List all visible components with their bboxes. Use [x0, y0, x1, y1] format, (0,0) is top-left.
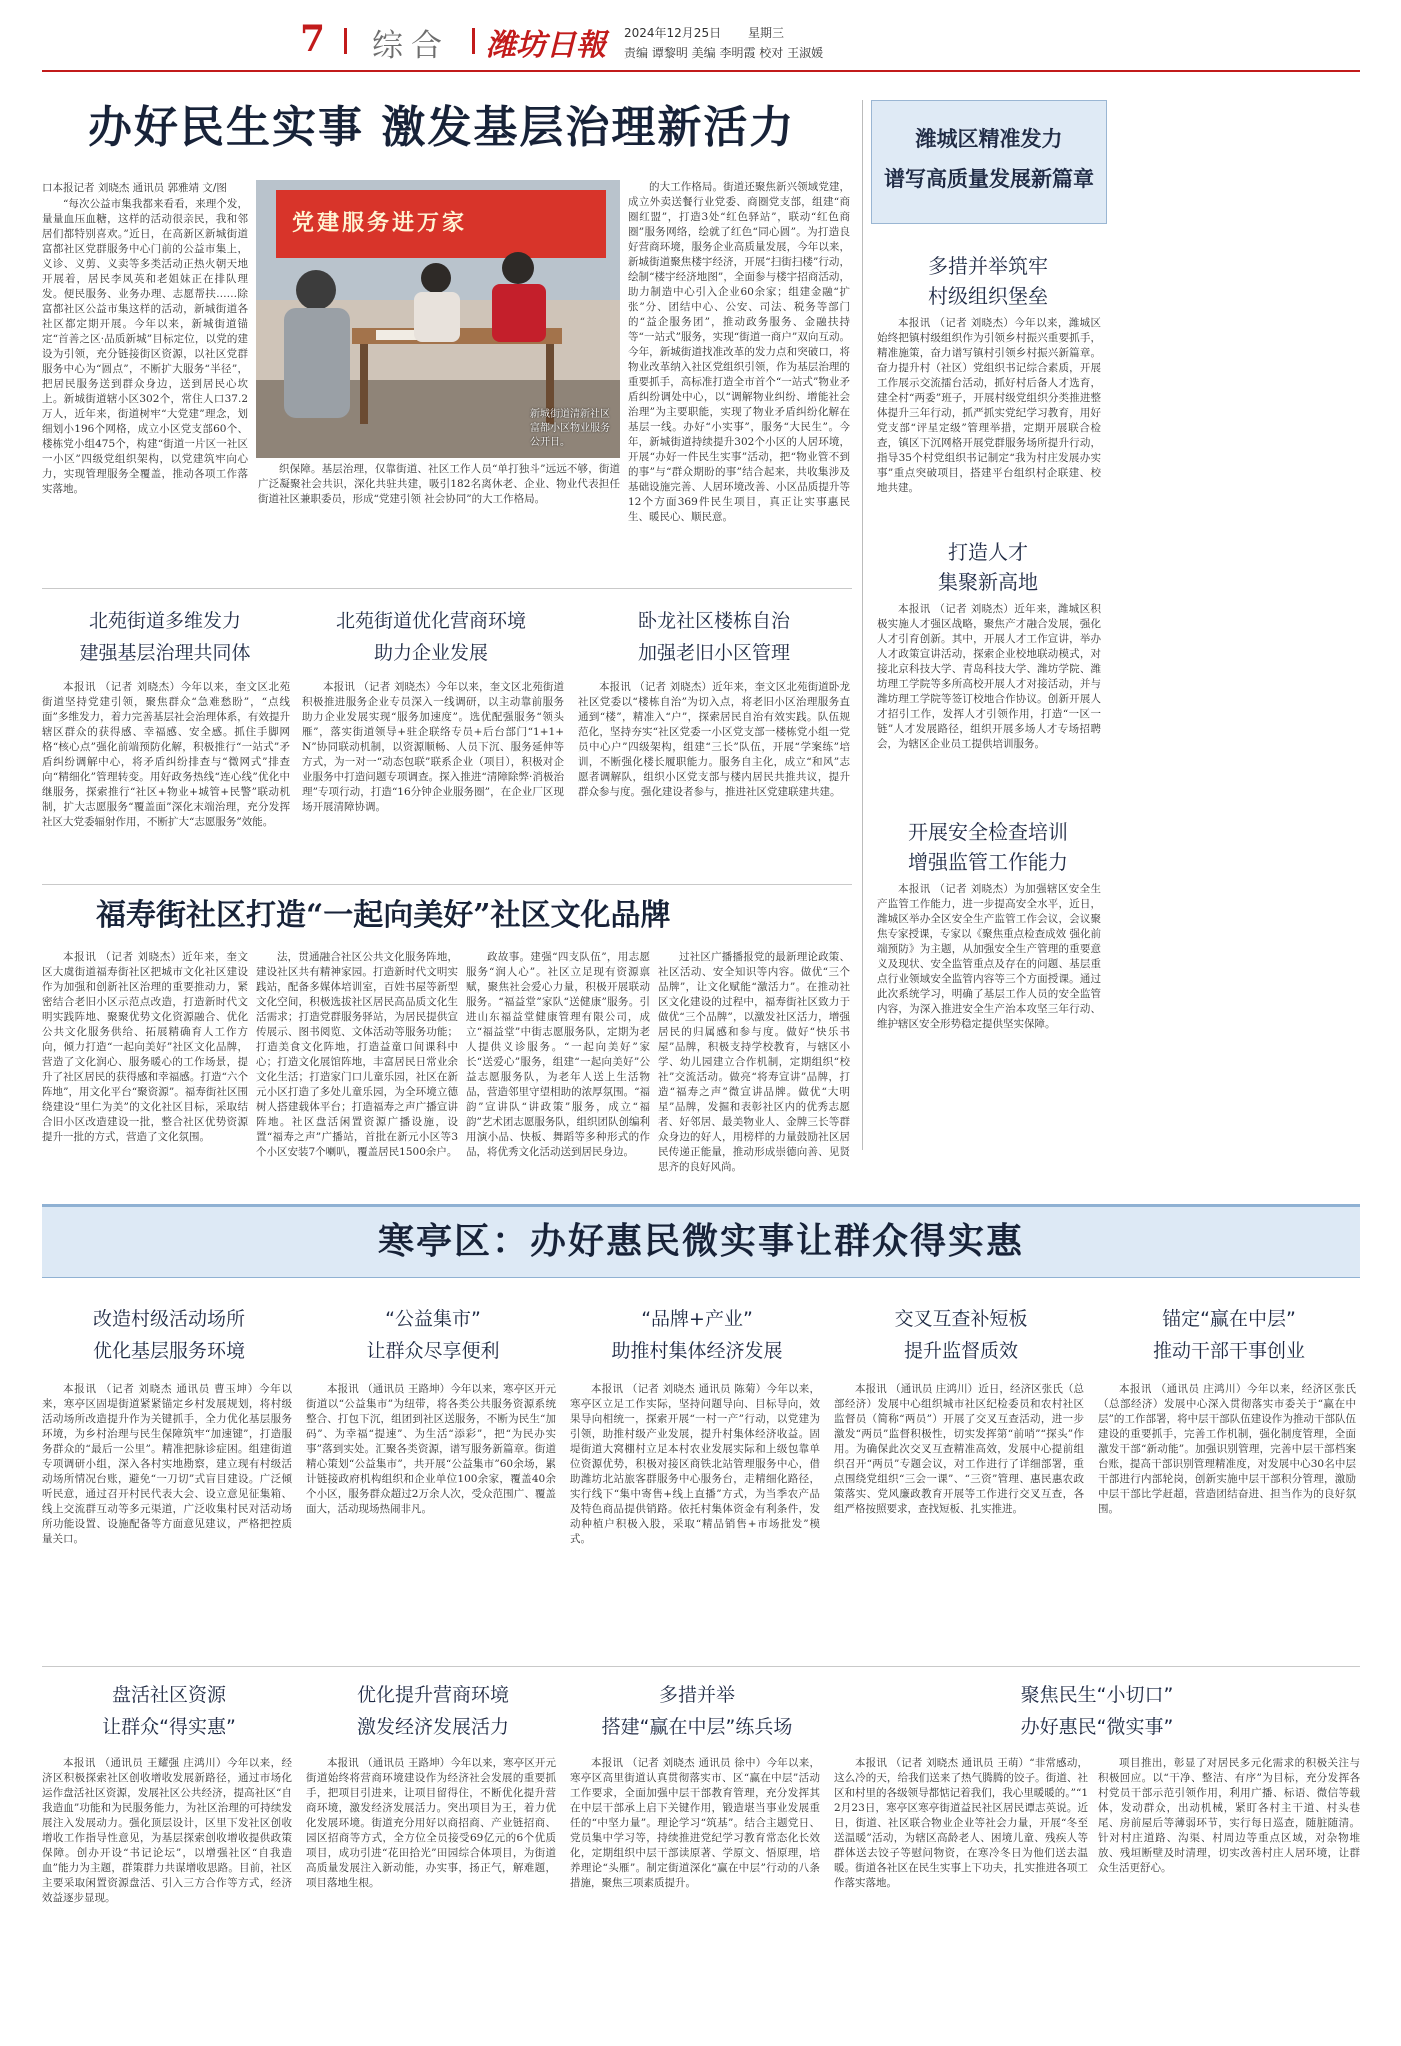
hanting-article-wide — [834, 1672, 1360, 2040]
lead-article-col1: “每次公益市集我都来看看，来理个发，量量血压血糖，这样的活动很亲民，我和邻居们都特别喜欢。”近日，在高新区新城街道富都社区党群服务中心门前的公益市集上，义诊、义剪、义卖等多类活动正热火朝天地开展着，居民李凤英和老姐妹正在排队理发。便民服务、业务办理、志愿帮扶……除富都社区公益市集这样的活动，新城街道各社区都定期开展。今年以来，新城街道锚定“首善之区·品质新城”目标定位，以党的建设为引领，充分链接街区资源，以社区党群服务中心为“圆点”，不断扩大服务“半径”，把居民服务送到群众身边，送到居民心坎上。新城街道辖小区302个，常住人口37.2万人，近年来，街道树牢“大党建”理念，划细划小196个网格，成立小区党支部60个、楼栋党小组475个，构建“街道一片区一社区一小区”四级党组织架构，以党建筑牢向心力，实现管理服务全覆盖，推动各项工作落实落地。 — [42, 198, 248, 495]
culture-col3: 政故事。建强“四支队伍”，用志愿服务“润人心”。社区立足现有资源禀赋，聚焦社会爱心力量，积极开展联动服务。“福益堂”家队“送健康”服务。引进山东福益堂健康管理有限公司，成立“福益堂”中街志愿服务队，定期为老人提供义诊服务。“一起向美好”家长“送爱心”服务，组建“一起向美好”公益志愿服务队，为老年人送上生活物品，营造邻里守望相助的浓厚氛围。“福韵”宣讲队“讲政策”服务，成立“福韵”艺术团志愿服务队，组织团队创编利用演小品、快板、舞蹈等多种形式的作品，将优秀文化活动送到居民身边。 — [466, 951, 650, 1158]
hanting-article — [1098, 1290, 1360, 1660]
article-text: 本报讯 （记者 刘晓杰 通讯员 徐中）今年以来，寒亭区高里街道认真贯彻落实市、区“赢在中层”活动工作要求，全面加强中层干部教育管理，充分发挥其在中层干部承上启下关键作用，锻造堪当事业发展重任的“中坚力量”。理论学习“筑基”。结合主题党日、党员集中学习等，持续推进党纪学习教育常态化长效化，定期组织中层干部读原著、学原文、悟原理，培养理论“头雁”。制定街道深化“赢在中层”行动的八条措施，聚焦三项素质提升。 — [570, 1757, 820, 1889]
hanting-article — [42, 1672, 296, 2040]
section-rule — [42, 884, 852, 885]
article-heading: 推动干部干事创业 — [1152, 1340, 1305, 1362]
article-text: 本报讯 （通讯员 王路坤）今年以来，寒亭区开元街道以“公益集市”为纽带，将各类公共服务资源系统整合、打包下沉，组团到社区送服务，不断为民生“加码”、为幸福“提速”、为生活“添彩”，把“为民办实事”落到实处。汇聚各类资源，谱写服务新篇章。街道精心策划“公益集市”，共开展“公益集市”60余场，累计链接政府机构组织和企业单位100余家，覆盖40余个小区，服务群众超过2万余人次，受众范围广、覆盖面大，活动现场热闹非凡。 — [306, 1383, 556, 1515]
article-text: 本报讯 （记者 刘晓杰 通讯员 曹玉坤）今年以来，寒亭区固堤街道紧紧锚定乡村发展规划，将村级活动场所改造提升作为关键抓手，全力优化基层服务环境，为乡村治理与民生保障筑牢“加速键”，打造服务群众的“最后一公里”。精准把脉诊症困。组建街道专项调研小组，深入各村实地勘察，建立现有村级活动场所情况台账，避免“一刀切”式盲目建设。广泛倾听民意，通过召开村民代表大会、设立意见征集箱、线上交流群互动等多元渠道，广泛收集村民对活动场所功能设置、设施配备等方面意见建议，严格把控质量关口。 — [42, 1383, 292, 1545]
article-text: 本报讯 （记者 刘晓杰 通讯员 陈菊）今年以来，寒亭区立足工作实际，坚持问题导向、目标导向，效果导向相统一，探索开展“一村一产”行动，以党建为引领，助推村级产业发展，提升村集体经济收益。固堤街道大窝棚村立足本村农业发展实际和上级包靠单位资源优势，积极对接区商铁北站管理服务中心，借助潍坊北站旅客群服务中心服务台，走精细化路径，实行线下“集中寄售+线上直播”方式，为当季农产品及特色商品提供销路。依托村集体资金有利条件，发动种植户积极入股，采取“精品销售+市场批发”模式。 — [570, 1383, 820, 1545]
article-heading: “公益集市” — [385, 1308, 481, 1330]
sidebar-title-box — [871, 100, 1107, 224]
page-number: 7 — [300, 18, 326, 60]
sidebar-section-head: 村级组织堡垒 — [928, 284, 1048, 308]
issue-weekday: 星期三 — [748, 26, 785, 40]
article-heading: 多措并举 — [658, 1684, 735, 1706]
article-heading: 激发经济发展活力 — [356, 1716, 509, 1738]
divider-bar — [472, 28, 475, 54]
hanting-article — [306, 1290, 560, 1660]
article-heading: 让群众尽享便利 — [366, 1340, 500, 1362]
sidebar-section-head: 打造人才 — [948, 540, 1028, 564]
article-heading: 锚定“赢在中层” — [1162, 1308, 1296, 1330]
article-text: 本报讯 （记者 刘晓杰 通讯员 王萌）“非常感动，这么冷的天，给我们送来了热气腾腾的饺子。街道、社区和村里的各级领导都惦记着我们，我心里暖暖的。”“12月23日，寒亭区寒亭街道益民社区居民谭志英说。近日，街道、社区联合物业企业等社会力量，开展“冬至送温暖”活动，为辖区高龄老人、困境儿童、残疾人等群体送去饺子等慰问物资，在寒冷冬日为他们送去温暖。街道各社区在民生实事上下功夫，扎实推进各项工作落实落地。 — [834, 1757, 1088, 1889]
section-rule — [42, 1666, 1360, 1667]
article-heading: 卧龙社区楼栋自治 — [637, 610, 790, 632]
sidebar-section-text: 本报讯 （记者 刘晓杰）为加强辖区安全生产监管工作能力，进一步提高安全水平，近日，潍城区举办全区安全生产监管工作会议，会议聚焦专家授课，专家以《聚焦重点检查成效 强化前端预防》为主题，从加强安全生产管理的重要意义及现状、安全监管重点及存在的问题、基层重点行业领域安全监管内容等三个方面授课。通过此次系统学习，明确了基层工作人员的安全监管内容，为深入推进安全生产治本攻坚三年行动、维护辖区安全形势稳定提供坚实保障。 — [877, 883, 1101, 1030]
issue-date: 2024年12月25日 — [624, 26, 722, 40]
article-text: 本报讯 （通讯员 王耀强 庄鸿川）今年以来，经济区积极探索社区创收增收发展新路径，通过市场化运作盘活社区资源，发展社区公共经济，提高社区“自我造血”功能和为民服务能力，为社区治理的可持续发展注入发展动力。强化顶层设计，区里下发社区创收增收工作指导性意见，为基层探索创收增收提供政策保障。创办开设“书记论坛”，以增强社区“自我造血”能力为主题，群策群力共谋增收思路。目前，社区主要采取闲置资源盘活、引入三方合作等方式，经济效益逐步显现。 — [42, 1757, 292, 1904]
article-heading: 提升监督质效 — [903, 1340, 1018, 1362]
sidebar-title-line2: 谱写高质量发展新篇章 — [884, 166, 1094, 191]
article-text: 本报讯 （记者 刘晓杰）近年来，奎文区北苑街道卧龙社区党委以“楼栋自治”为切入点，将老旧小区治理服务直通到“楼”，精准入“户”，探索居民自治有效实践。队伍规范化，坚持夯实“社区党委一小区党支部一楼栋党小组一党员中心户”四级架构，组建“三长”队伍，开展“学案练”培训，不断强化楼长履职能力。服务自主化，成立“和风”志愿者调解队，组织小区党支部与楼内居民共推共议，提升群众参与度。强化建设者参与，推进社区党建联建共建。 — [578, 681, 850, 798]
sidebar-title-line1: 潍城区精准发力 — [915, 126, 1063, 151]
article-heading: 助推村集体经济发展 — [611, 1340, 783, 1362]
article-text: 本报讯 （通讯员 庄鸿川）今年以来，经济区张氏（总部经济）发展中心深入贯彻落实市委关于“赢在中层”的工作部署，将中层干部队伍建设作为推动干部队伍建设的重要抓手，完善工作机制，强化制度管理，全面激发干部“新动能”。加强识别管理，完善中层干部档案台账，提高干部识别管理精准度，对发展中心30名中层干部进行内部轮岗，创新实施中层干部积分管理，激励中层干部比学赶超，营造团结奋进、担当作为的良好氛围。 — [1098, 1383, 1356, 1515]
masthead-rule — [42, 70, 1360, 72]
article-heading: 北苑街道多维发力 — [88, 610, 241, 632]
article-text: 本报讯 （记者 刘晓杰）今年以来，奎文区北苑街道坚持党建引领，聚焦群众“急难愁盼”，“点线面”多维发力，着力完善基层社会治理体系，有效提升辖区群众的获得感、幸福感、安全感。抓住手脚网格“核心点”强化前端预防化解，积极推行“一站式”矛盾纠纷调解中心，将矛盾纠纷排查与“微网式”排查向“精细化”管理转变。用好政务热线“连心线”优化中继服务，探索推行“社区+物业+城管+民警”联动机制，扩大志愿服务“覆盖面”深化末端治理，充分发挥社区大党委辐射作用，不断扩大“志愿服务”效能。 — [42, 681, 290, 828]
sidebar-section-head: 开展安全检查培训 — [908, 820, 1068, 844]
article-text: 项目推出，彰显了对居民多元化需求的积极关注与积极回应。以“干净、整洁、有序”为目标，充分发挥各村党员干部示范引领作用，利用广播、标语、微信等载体，发动群众，出动机械，紧盯各村主干道、村头巷尾、房前屋后等薄弱环节，实行每日巡查，随脏随清。针对村庄道路、沟渠、村周边等重点区域，对杂物堆放、残垣断壁及时清理，切实改善村庄人居环境，让群众生活更舒心。 — [1098, 1757, 1360, 1874]
paper-logo: 潍坊日報 — [486, 28, 606, 63]
article-heading: 优化基层服务环境 — [92, 1340, 245, 1362]
lead-article-col3: 的大工作格局。街道还聚焦新兴领域党建，成立外卖送餐行业党委、商圈党支部，组建“商圈红盟”，打造3处“红色驿站”，联动“红色商圈”服务网络，绘就了红色“同心圆”。为打造良好营商环境，服务企业高质量发展，今年以来，新城街道聚焦楼宇经济，开展“扫街扫楼”行动，绘制“楼宇经济地图”，全面参与楼宇招商活动，助力制造中心引入企业60余家；组建金融“扩张”分、团结中心、公安、司法、税务等部门的“益企服务团”，推动政务服务、金融扶持等“一站式”服务，实现“街道一商户”双向互动。今年，新城街道找准改革的发力点和突破口，将物业改革纳入社区党组织引领，作为基层治理的重要抓手，高标准打造全市首个“一站式”物业矛盾纠纷调处中心，以“调解物业纠纷、增能社会治理”为主要职能，实现了物业矛盾纠纷化解在基层一线。办好“小实事”，服务“大民生”。今年，新城街道持续提升302个小区的人居环境，开展“办好一件民生实事”活动，把“物业管不到的事”与“群众期盼的事”结合起来，共收集涉及基础设施完善、人居环境改善、小区品质提升等12个方面369件民生项目，真正让实事惠民生、暖民心、顺民意。 — [628, 181, 850, 523]
hanting-article — [834, 1290, 1088, 1660]
lead-article-col2: 织保障。基层治理，仅靠街道、社区工作人员“单打独斗”远远不够，街道广泛凝聚社会共识，深化共驻共建，吸引182名离休老、企业、物业代表担任街道社区兼职委员，形成“党建引领 社会协同”的大工作格局。 — [258, 463, 620, 505]
article-text: 本报讯 （记者 刘晓杰）今年以来，奎文区北苑街道积极推进服务企业专员深入一线调研，以主动靠前服务助力企业发展实现“服务加速度”。选优配强服务“领头雁”，落实街道领导+驻企联络专员+后台部门“1+1+N”协同联动机制，以资源顺畅、人员下沉、服务延伸等方式，为一对一“动态包联”联系企业（项目），积极对企业服务中打造问题专项调查。探入推进“清障除弊·消极治理”专项行动，打造“16分钟企业服务圈”，在企业厂区现场开展清障协调。 — [302, 681, 564, 813]
news-photo — [256, 180, 620, 458]
article-heading: 建强基层治理共同体 — [79, 642, 251, 664]
culture-col4: 过社区广播播报党的最新理论政策、社区活动、安全知识等内容。做优“三个品牌”，让文化赋能“激活力”。在推动社区文化建设的过程中，福寿街社区致力于做优“三个品牌”，以激发社区活力，增强居民的归属感和参与度。做好“快乐书屋”品牌，积极支持学校教育，与辖区小学、幼儿园建立合作机制，定期组织“校社”交流活动。做亮“将寿宣讲”品牌，打造“福寿之声”微宣讲品牌。做优“大明星”品牌，发掘和表彰社区内的优秀志愿者、好邻居、最美物业人、金牌三长等群众身边的好人，用榜样的力量鼓励社区居民传递正能量，推动形成崇德向善、见贤思齐的良好风尚。 — [658, 951, 850, 1173]
culture-col1: 本报讯 （记者 刘晓杰）近年来，奎文区大虞街道福寿街社区把城市文化社区建设作为加强和创新社区治理的重要推动力，紧密结合老旧小区示范点改造，打造新时代文明实践阵地、聚聚优势文化资源融合、优化公共文化服务供给、拓展精确育人工作方向，倾力打造“一起向美好”社区文化品牌，营造了文化润心、服务暖心的工作场景，提升了社区居民的获得感和幸福感。打造“六个阵地”，用文化平台“聚资源”。福寿街社区围绕建设“里仁为美”的文化社区目标，采取结合旧小区改造建设一批，整合社区优势资源提升一批的方式，营造了文化氛围。 — [42, 951, 248, 1143]
article-heading: 交叉互查补短板 — [894, 1308, 1028, 1330]
article-heading: 北苑街道优化营商环境 — [335, 610, 526, 632]
article-heading: 加强老旧小区管理 — [637, 642, 790, 664]
hanting-banner-title: 寒亭区：办好惠民微实事让群众得实惠 — [377, 1220, 1024, 1262]
article-heading: 盘活社区资源 — [111, 1684, 226, 1706]
photo-caption: 新城街道清新社区富都小区物业服务公开日。 — [530, 409, 610, 448]
article-heading: 改造村级活动场所 — [92, 1308, 245, 1330]
article-heading: 优化提升营商环境 — [356, 1684, 509, 1706]
article-heading: 让群众“得实惠” — [102, 1716, 236, 1738]
culture-headline: 福寿街社区打造“一起向美好”社区文化品牌 — [96, 898, 671, 933]
section-rule — [42, 588, 852, 589]
main-headline: 办好民生实事 激发基层治理新活力 — [88, 102, 796, 153]
hanting-article — [42, 1290, 296, 1660]
sidebar-section-text: 本报讯 （记者 刘晓杰）近年来，潍城区积极实施人才强区战略，聚焦产才融合发展，强化人才引育创新。其中，开展人才工作宣讲，举办人才政策宣讲活动，探索企业校地联动模式，对接北京科技大学、青岛科技大学、潍坊学院、潍坊理工学院等多所高校开展人才对接活动，并与潍坊理工学院等签订校地合作协议。创新开展人才招引工作，发挥人才引领作用，打造“一区一链”人才发展路径，组织开展多场人才专场招聘会，为辖区企业员工提供培训服务。 — [877, 603, 1101, 750]
hanting-banner — [42, 1204, 1360, 1278]
article-heading: 助力企业发展 — [373, 642, 488, 664]
sidebar — [862, 100, 1105, 1150]
sidebar-section-head: 集聚新高地 — [938, 570, 1038, 594]
divider-bar — [344, 28, 347, 54]
article-heading: 办好惠民“微实事” — [1020, 1716, 1174, 1738]
photo-banner-text: 党建服务进万家 — [292, 211, 468, 236]
lead-byline: 口本报记者 刘晓杰 通讯员 郭雅靖 文/图 — [42, 182, 227, 194]
sidebar-section-head: 增强监管工作能力 — [908, 850, 1068, 874]
sidebar-section-head: 多措并举筑牢 — [928, 254, 1048, 278]
hanting-article — [570, 1672, 824, 2040]
article-heading: “品牌+产业” — [641, 1308, 753, 1330]
section-name: 综合 — [372, 28, 450, 64]
article-text: 本报讯 （通讯员 庄鸿川）近日，经济区张氏（总部经济）发展中心组织城市社区纪检委员和农村社区监督员（简称“两员”）开展了交叉互查活动，进一步激发“两员”监督积极性，切实发挥第“前哨”“探头”作用。为确保此次交叉互查精准高效，发展中心提前组织召开“两员”专题会议，对工作进行了详细部署，重点围绕党组织“三会一课”、“三资”管理、惠民惠农政策落实、党风廉政教育开展等工作进行交叉互查，各组严格按照要求，查找短板、扎实推进。 — [834, 1383, 1084, 1515]
article-text: 本报讯 （通讯员 王路坤）今年以来，寒亭区开元街道始终将营商环境建设作为经济社会发展的重要抓手，把项目引进来，让项目留得住，不断优化提升营商环境，激发经济发展活力。突出项目为王，着力优化发展环境。街道充分用好以商招商、产业链招商、园区招商等方式，全方位全员接受69亿元的6个优质项目，成功引进“花田拾光”田园综合体项目，为街道高质量发展注入新动能，办实事，扬正气，解难题，项目落地生根。 — [306, 1757, 556, 1889]
sidebar-section-text: 本报讯 （记者 刘晓杰）今年以来，潍城区始终把镇村级组织作为引领乡村振兴重要抓手，精准施策，奋力谱写镇村引领乡村振兴新篇章。奋力提升村（社区）党组织书记综合素质，开展工作展示交流擂台活动，抓好村后备人才选育，建全村“两委”班子，开展村级党组织分类推进整体提升三年行动，抓严抓实党纪学习教育，用好党支部“评星定级”管理举措，定期开展联合检查，镇区下沉网格开展党群服务场所提升行动，指导35个村党组织书记制定“我为村庄发展办实事”重点突破项目，搭建平台组织村企联建、校地共建。 — [877, 317, 1101, 494]
article-heading: 搭建“赢在中层”练兵场 — [601, 1716, 793, 1738]
culture-col2: 法，贯通融合社区公共文化服务阵地，建设社区共有精神家园。打造新时代文明实践站，配备多媒体培训室，百姓书屋等新型文化空间，积极选拔社区居民高品质文化生活需求；打造党群服务驿站，为居民提供宣传展示、图书阅览、文体活动等服务功能；打造美食文化阵地，打造益童口间课科中心；打造文化展馆阵地，丰富居民日常业余文化生活；打造家门口儿童乐园，社区在新元小区打造了多处儿童乐园，为全环境立德树人搭建载体平台；打造福寿之声广播宣讲阵地。社区盘活闲置资源广播设施，设置“福寿之声”广播站，首批在新元小区等3个小区安装7个喇叭，覆盖居民1500余户。 — [256, 951, 458, 1158]
hanting-article — [306, 1672, 560, 2040]
staff-credits: 责编 谭黎明 美编 李明霞 校对 王淑媛 — [624, 46, 824, 60]
hanting-article — [570, 1290, 824, 1660]
article-heading: 聚焦民生“小切口” — [1020, 1684, 1174, 1706]
masthead — [0, 0, 1401, 78]
